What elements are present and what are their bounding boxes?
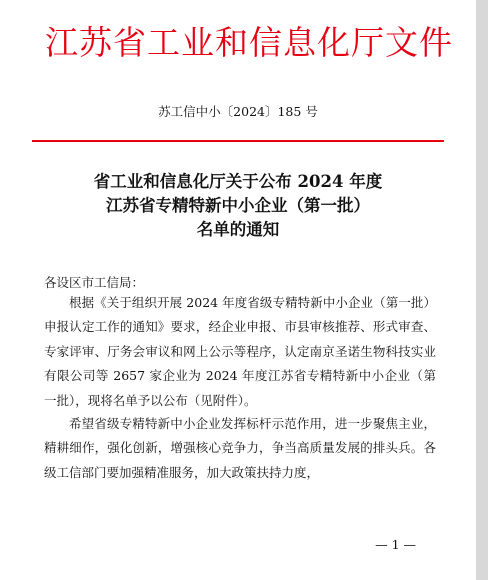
notice-title-line-1: 省工业和信息化厅关于公布 2024 年度 — [93, 172, 383, 191]
notice-title-line-3: 名单的通知 — [196, 220, 280, 239]
document-number: 苏工信中小〔2024〕185 号 — [158, 104, 318, 119]
page-number: — 1 — — [375, 537, 416, 552]
viewer-gutter — [476, 0, 488, 580]
issuer-header-title: 江苏省工业和信息化厅文件 — [45, 23, 453, 62]
body-paragraph-1: 根据《关于组织开展 2024 年度省级专精特新中小企业（第一批）申报认定工作的通知》要求，经企业申报、市县审核推荐、形式审查、专家评审、厅务会审议和网上公示等程序，认定南京圣诺生物科技实业有限公司等 2657 家企业为 2024 年度江苏省专精特新中小企业（第一批），现将名单予以公布（见附件）。 — [44, 295, 436, 408]
salutation: 各设区市工信局： — [44, 275, 145, 290]
notice-title — [0, 170, 476, 242]
body-paragraph-2: 希望省级专精特新中小企业发挥标杆示范作用，进一步聚焦主业，精耕细作，强化创新，增强核心竞争力，争当高质量发展的排头兵。各级工信部门要加强精准服务，加大政策扶持力度， — [44, 416, 436, 480]
red-separator-line — [32, 140, 444, 142]
notice-title-line-2: 江苏省专精特新中小企业（第一批） — [106, 196, 370, 215]
